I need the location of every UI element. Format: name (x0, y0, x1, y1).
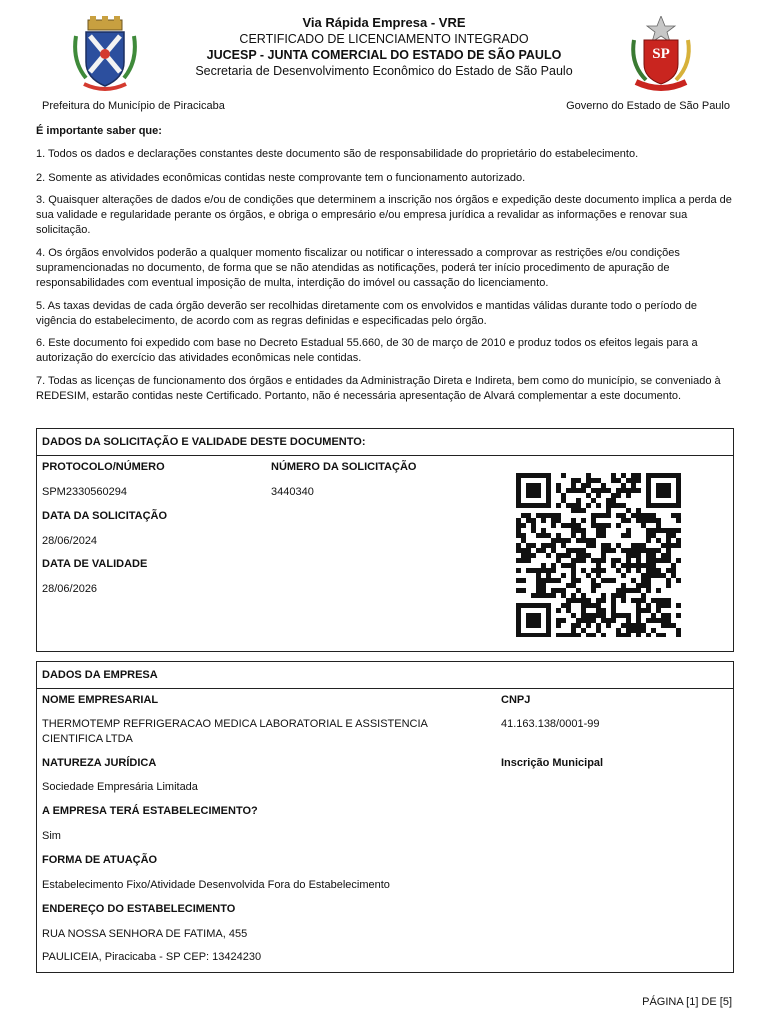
notice-item-6: 6. Este documento foi expedido com base no Decreto Estadual 55.660, de 30 de março de 2010 e produz todos os efeitos legais para a autorização do exercício das atividades econômicas nele contidas. (36, 337, 698, 364)
page-number: PÁGINA [1] DE [5] (642, 996, 732, 1008)
natureza-juridica-value: Sociedade Empresária Limitada (42, 781, 198, 793)
header-line-3: JUCESP - JUNTA COMERCIAL DO ESTADO DE SÃO PAULO (206, 48, 562, 62)
notice-item-7: 7. Todas as licenças de funcionamento dos órgãos e entidades da Administração Direta e Indireta, bem como do município, se conveniado à REDESIM, estarão contidas neste Certificado. Portanto, não é necessária apresentação de Alvará complementar a este documento. (36, 375, 721, 402)
solicitacao-section (36, 428, 734, 652)
header-line-1: Via Rápida Empresa - VRE (302, 15, 466, 30)
natureza-juridica-label: NATUREZA JURÍDICA (42, 757, 157, 769)
sp-logo-text: SP (652, 46, 670, 62)
notice-title: É importante saber que: (36, 125, 162, 137)
nome-empresarial-value: THERMOTEMP REFRIGERACAO MEDICA LABORATORIAL E ASSISTENCIA CIENTIFICA LTDA (42, 718, 428, 745)
solicitacao-title: DADOS DA SOLICITAÇÃO E VALIDADE DESTE DOCUMENTO: (37, 429, 733, 456)
estabelecimento-label: A EMPRESA TERÁ ESTABELECIMENTO? (42, 805, 258, 817)
notice-item-2: 2. Somente as atividades econômicas contidas neste comprovante tem o funcionamento autorizado. (36, 172, 526, 184)
forma-atuacao-value: Estabelecimento Fixo/Atividade Desenvolvida Fora do Estabelecimento (42, 879, 390, 891)
empresa-title: DADOS DA EMPRESA (37, 662, 733, 689)
endereco-line-1: RUA NOSSA SENHORA DE FATIMA, 455 (42, 928, 248, 940)
cnpj-value: 41.163.138/0001-99 (501, 718, 600, 730)
protocolo-label: PROTOCOLO/NÚMERO (42, 461, 165, 473)
numero-solicitacao-label: NÚMERO DA SOLICITAÇÃO (271, 461, 417, 473)
data-validade-label: DATA DE VALIDADE (42, 558, 148, 570)
data-solicitacao-value: 28/06/2024 (42, 535, 98, 547)
data-validade-value: 28/06/2026 (42, 583, 98, 595)
endereco-line-2: PAULICEIA, Piracicaba - SP CEP: 13424230 (42, 951, 262, 963)
notice-item-1: 1. Todos os dados e declarações constantes deste documento são de responsabilidade do proprietário do estabelecimento. (36, 148, 639, 160)
estabelecimento-value: Sim (42, 830, 61, 842)
cnpj-label: CNPJ (501, 694, 531, 706)
empresa-section (36, 661, 734, 973)
notice-item-5: 5. As taxas devidas de cada órgão deverão ser recolhidas diretamente com os envolvidos e mantidas válidas durante todo o período de vigência do estabelecimento, de acordo com as regras definidas e especificadas pelo órgão. (36, 300, 698, 327)
numero-solicitacao-value: 3440340 (271, 486, 314, 498)
inscricao-municipal-label: Inscrição Municipal (501, 757, 604, 769)
right-entity-label: Governo do Estado de São Paulo (566, 100, 730, 112)
header-line-2: CERTIFICADO DE LICENCIAMENTO INTEGRADO (239, 32, 529, 46)
notice-item-3: 3. Quaisquer alterações de dados e/ou de condições que determinem a inscrição nos órgãos e expedição deste documento implica a perda de sua validade e regularidade perante os órgãos, e obriga o empresário e/ou empresa jurídica a revalidar as informações e renovar sua solicitação. (36, 194, 732, 236)
forma-atuacao-label: FORMA DE ATUAÇÃO (42, 854, 158, 866)
qr-code (513, 473, 685, 637)
endereco-label: ENDEREÇO DO ESTABELECIMENTO (42, 903, 236, 915)
notice-item-4: 4. Os órgãos envolvidos poderão a qualquer momento fiscalizar ou notificar o interessado a comprovar as restrições e/ou condições supramencionadas no documento, de forma que se não atendidas as notificações, poderá ter início procedimento de apuração de responsabilidades com eventual imposição de multa, interdição do imóvel ou cassação do licenciamento. (36, 247, 680, 289)
nome-empresarial-label: NOME EMPRESARIAL (42, 694, 159, 706)
protocolo-value: SPM2330560294 (42, 486, 128, 498)
data-solicitacao-label: DATA DA SOLICITAÇÃO (42, 510, 168, 522)
header-line-4: Secretaria de Desenvolvimento Econômico do Estado de São Paulo (195, 64, 573, 78)
left-entity-label: Prefeitura do Município de Piracicaba (42, 100, 225, 112)
